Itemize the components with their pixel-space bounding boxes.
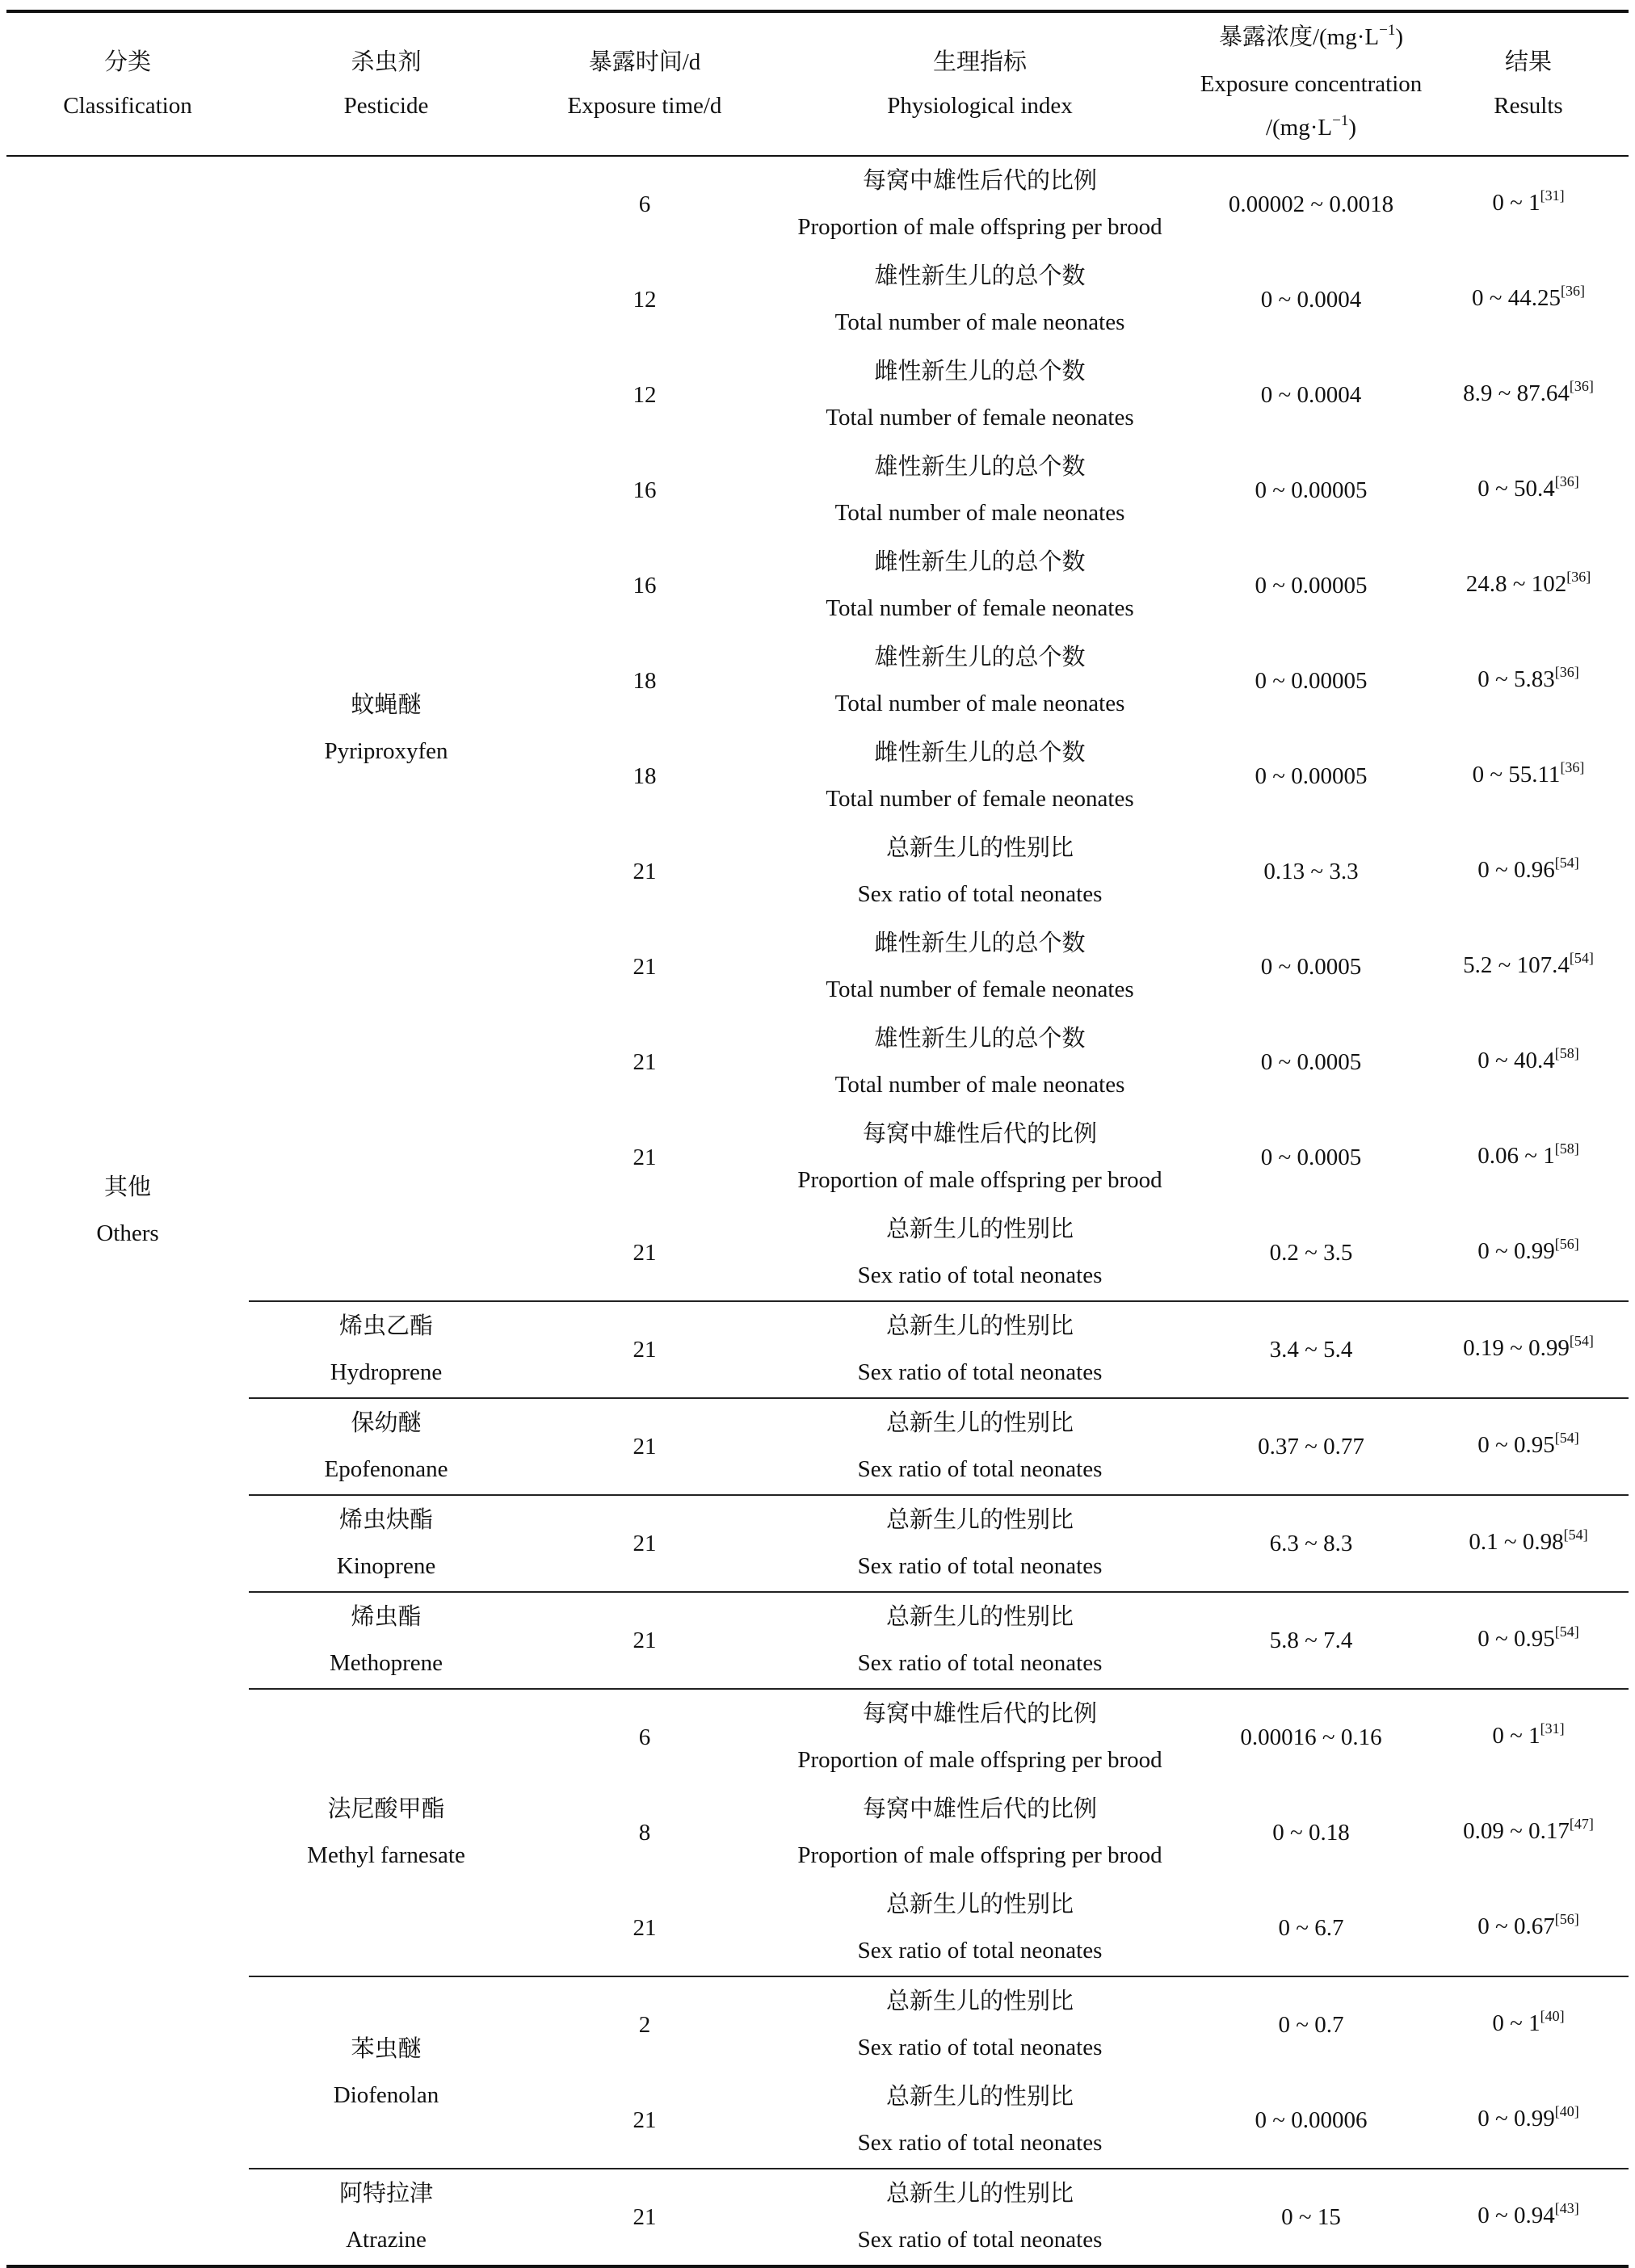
table-row (6, 1689, 1629, 1785)
pesticide-cell: 保幼醚 Epofenonane (249, 1398, 523, 1495)
result-cell: 0 ~ 0.95[54] (1428, 1592, 1629, 1689)
reference-citation[interactable]: [36] (1560, 283, 1585, 299)
reference-citation[interactable]: [58] (1554, 1045, 1579, 1061)
exposure-time-cell: 6 (523, 1689, 766, 1785)
concentration-cell: 6.3 ~ 8.3 (1194, 1495, 1428, 1592)
concentration-cell: 0 ~ 15 (1194, 2169, 1428, 2266)
reference-citation[interactable]: [54] (1554, 855, 1579, 871)
result-cell: 0 ~ 0.95[54] (1428, 1398, 1629, 1495)
physiological-index-cell: 雌性新生儿的总个数 Total number of female neonates (826, 549, 1134, 621)
exposure-time-cell: 21 (523, 1398, 766, 1495)
concentration-cell: 0 ~ 6.7 (1278, 1914, 1344, 1941)
header-physiological-index: 生理指标 Physiological index (887, 49, 1073, 119)
header-pesticide: 杀虫剂 Pesticide (343, 49, 429, 119)
table-row (6, 156, 1629, 252)
reference-citation[interactable]: [54] (1554, 1430, 1579, 1446)
concentration-cell: 0.2 ~ 3.5 (1269, 1239, 1353, 1266)
concentration-cell: 0 ~ 0.0004 (1260, 381, 1362, 408)
exposure-time-cell: 21 (633, 1914, 657, 1941)
concentration-cell: 0 ~ 0.0004 (1260, 286, 1362, 313)
reference-citation[interactable]: [31] (1540, 1720, 1565, 1737)
physiological-index-cell: 总新生儿的性别比 Sex ratio of total neonates (857, 1892, 1103, 1964)
concentration-cell: 0 ~ 0.0005 (1260, 1048, 1362, 1075)
concentration-cell: 0.13 ~ 3.3 (1263, 858, 1359, 884)
physiological-index-cell: 总新生儿的性别比 Sex ratio of total neonates (766, 1495, 1194, 1592)
result-cell: 0.1 ~ 0.98[54] (1428, 1495, 1629, 1592)
reference-citation[interactable]: [54] (1563, 1527, 1588, 1543)
header-results: 结果 Results (1494, 49, 1563, 119)
exposure-time-cell: 21 (633, 1048, 657, 1075)
exposure-time-cell: 21 (633, 858, 657, 884)
table-row (6, 2169, 1629, 2266)
result-cell: 0.09 ~ 0.17[47] (1463, 1816, 1594, 1844)
reference-citation[interactable]: [56] (1554, 1236, 1579, 1252)
result-cell: 0 ~ 44.25[36] (1472, 283, 1585, 311)
exposure-time-cell: 8 (638, 1819, 651, 1846)
physiological-index-cell: 总新生儿的性别比 Sex ratio of total neonates (857, 835, 1103, 907)
result-cell: 0.19 ~ 0.99[54] (1428, 1301, 1629, 1398)
physiological-index-cell: 雌性新生儿的总个数 Total number of female neonates (826, 740, 1134, 812)
result-cell: 0 ~ 50.4[36] (1477, 473, 1579, 502)
reference-citation[interactable]: [47] (1569, 1816, 1594, 1832)
table-row (6, 1495, 1629, 1592)
physiological-index-cell: 雄性新生儿的总个数 Total number of male neonates (834, 1026, 1125, 1098)
physiological-index-cell: 总新生儿的性别比 Sex ratio of total neonates (766, 2169, 1194, 2266)
result-cell: 8.9 ~ 87.64[36] (1463, 378, 1594, 406)
physiological-index-cell: 总新生儿的性别比 Sex ratio of total neonates (766, 1301, 1194, 1398)
physiological-index-cell: 雌性新生儿的总个数 Total number of female neonates (826, 359, 1134, 430)
result-cell: 0 ~ 0.67[56] (1477, 1911, 1579, 1939)
concentration-cell: 0 ~ 0.00005 (1255, 667, 1368, 694)
physiological-index-cell: 总新生儿的性别比 Sex ratio of total neonates (766, 1976, 1194, 2073)
result-cell: 0 ~ 40.4[58] (1477, 1045, 1579, 1073)
exposure-time-cell: 18 (633, 762, 657, 789)
physiological-index-cell: 每窝中雄性后代的比例 Proportion of male offspring per brood (797, 168, 1162, 240)
header-classification: 分类 Classification (63, 49, 192, 119)
physiological-index-cell: 总新生儿的性别比 Sex ratio of total neonates (857, 1216, 1103, 1288)
reference-citation[interactable]: [58] (1554, 1140, 1579, 1157)
result-cell: 0 ~ 0.99[40] (1477, 2103, 1579, 2132)
pesticide-cell: 烯虫酯 Methoprene (249, 1592, 523, 1689)
concentration-cell: 0 ~ 0.00005 (1255, 477, 1368, 503)
exposure-time-cell: 21 (633, 1144, 657, 1170)
pesticide-cell: 烯虫乙酯 Hydroprene (249, 1301, 523, 1398)
exposure-time-cell: 21 (523, 1495, 766, 1592)
reference-citation[interactable]: [36] (1554, 473, 1579, 489)
reference-citation[interactable]: [40] (1540, 2008, 1565, 2024)
concentration-cell: 0 ~ 0.00006 (1255, 2106, 1368, 2133)
exposure-time-cell: 21 (633, 1239, 657, 1266)
concentration-cell: 0 ~ 0.00005 (1255, 762, 1368, 789)
physiological-index-cell: 总新生儿的性别比 Sex ratio of total neonates (766, 1592, 1194, 1689)
exposure-time-cell: 21 (523, 2169, 766, 2266)
pesticide-cell: 烯虫炔酯 Kinoprene (249, 1495, 523, 1592)
pesticide-cell: 阿特拉津 Atrazine (249, 2169, 523, 2266)
physiological-index-cell: 雄性新生儿的总个数 Total number of male neonates (834, 263, 1125, 335)
result-cell: 0 ~ 0.94[43] (1428, 2169, 1629, 2266)
result-cell: 0 ~ 1[31] (1428, 1689, 1629, 1785)
pesticide-cell: 法尼酸甲酯 Methyl farnesate (249, 1689, 523, 1976)
concentration-cell: 0.00002 ~ 0.0018 (1228, 191, 1394, 217)
table-row (6, 1398, 1629, 1495)
exposure-time-cell: 12 (633, 381, 657, 408)
exposure-time-cell: 21 (523, 1592, 766, 1689)
result-cell: 0 ~ 1[31] (1492, 187, 1565, 216)
result-cell: 24.8 ~ 102[36] (1465, 569, 1591, 597)
physiological-index-cell: 总新生儿的性别比 Sex ratio of total neonates (766, 1398, 1194, 1495)
reference-citation[interactable]: [36] (1566, 569, 1591, 585)
header-row (6, 11, 1629, 156)
physiological-index-cell: 雄性新生儿的总个数 Total number of male neonates (834, 645, 1125, 716)
reference-citation[interactable]: [54] (1569, 950, 1594, 966)
classification-cell: 其他 Others (96, 1174, 159, 1246)
reference-citation[interactable]: [36] (1554, 664, 1579, 680)
physiological-index-cell: 每窝中雄性后代的比例 Proportion of male offspring per brood (766, 1689, 1194, 1785)
reference-citation[interactable]: [54] (1569, 1333, 1594, 1349)
physiological-index-cell: 总新生儿的性别比 Sex ratio of total neonates (857, 2084, 1103, 2156)
exposure-time-cell: 16 (633, 477, 657, 503)
concentration-cell: 0.37 ~ 0.77 (1194, 1398, 1428, 1495)
pesticide-cell: 苯虫醚 Diofenolan (249, 1976, 523, 2169)
concentration-cell: 0.00016 ~ 0.16 (1194, 1689, 1428, 1785)
concentration-cell: 0 ~ 0.0005 (1260, 953, 1362, 980)
result-cell: 0.06 ~ 1[58] (1477, 1140, 1579, 1169)
data-table (6, 10, 1629, 2268)
reference-citation[interactable]: [43] (1554, 2200, 1579, 2216)
result-cell: 0 ~ 1[40] (1428, 1976, 1629, 2073)
exposure-time-cell: 12 (633, 286, 657, 313)
reference-citation[interactable]: [36] (1569, 378, 1594, 394)
exposure-time-cell: 16 (633, 572, 657, 598)
result-cell: 0 ~ 0.99[56] (1477, 1236, 1579, 1264)
physiological-index-cell: 每窝中雄性后代的比例 Proportion of male offspring per brood (797, 1121, 1162, 1193)
result-cell: 0 ~ 55.11[36] (1472, 759, 1585, 788)
concentration-cell: 5.8 ~ 7.4 (1194, 1592, 1428, 1689)
table-row (6, 1592, 1629, 1689)
table-row (6, 1301, 1629, 1398)
result-cell: 5.2 ~ 107.4[54] (1463, 950, 1594, 978)
result-cell: 0 ~ 5.83[36] (1477, 664, 1579, 692)
header-exposure-concentration: 暴露浓度$/(mg\cdot L^{-1})$ Exposure concentration $/(mg\cdot L^{-1})$ (1200, 22, 1423, 141)
concentration-cell: 0 ~ 0.7 (1194, 1976, 1428, 2073)
exposure-time-cell: 21 (523, 1301, 766, 1398)
concentration-cell: 3.4 ~ 5.4 (1194, 1301, 1428, 1398)
table-row (6, 1976, 1629, 2073)
exposure-time-cell: 18 (633, 667, 657, 694)
reference-citation[interactable]: [40] (1554, 2103, 1579, 2119)
reference-citation[interactable]: [56] (1554, 1911, 1579, 1927)
exposure-time-cell: 2 (523, 1976, 766, 2073)
pesticide-cell: 蚊蝇醚 Pyriproxyfen (324, 692, 448, 764)
exposure-time-cell: 6 (638, 191, 651, 217)
result-cell: 0 ~ 0.96[54] (1477, 855, 1579, 883)
reference-citation[interactable]: [54] (1554, 1623, 1579, 1640)
concentration-cell: 0 ~ 0.18 (1272, 1819, 1350, 1846)
physiological-index-cell: 雄性新生儿的总个数 Total number of male neonates (834, 454, 1125, 526)
concentration-cell: 0 ~ 0.00005 (1255, 572, 1368, 598)
exposure-time-cell: 21 (633, 2106, 657, 2133)
reference-citation[interactable]: [36] (1560, 759, 1585, 775)
physiological-index-cell: 雌性新生儿的总个数 Total number of female neonates (826, 930, 1134, 1002)
reference-citation[interactable]: [31] (1540, 187, 1565, 204)
concentration-cell: 0 ~ 0.0005 (1260, 1144, 1362, 1170)
header-exposure-time: 暴露时间/d Exposure time/d (567, 49, 722, 119)
physiological-index-cell: 每窝中雄性后代的比例 Proportion of male offspring per brood (797, 1796, 1162, 1868)
exposure-time-cell: 21 (633, 953, 657, 980)
